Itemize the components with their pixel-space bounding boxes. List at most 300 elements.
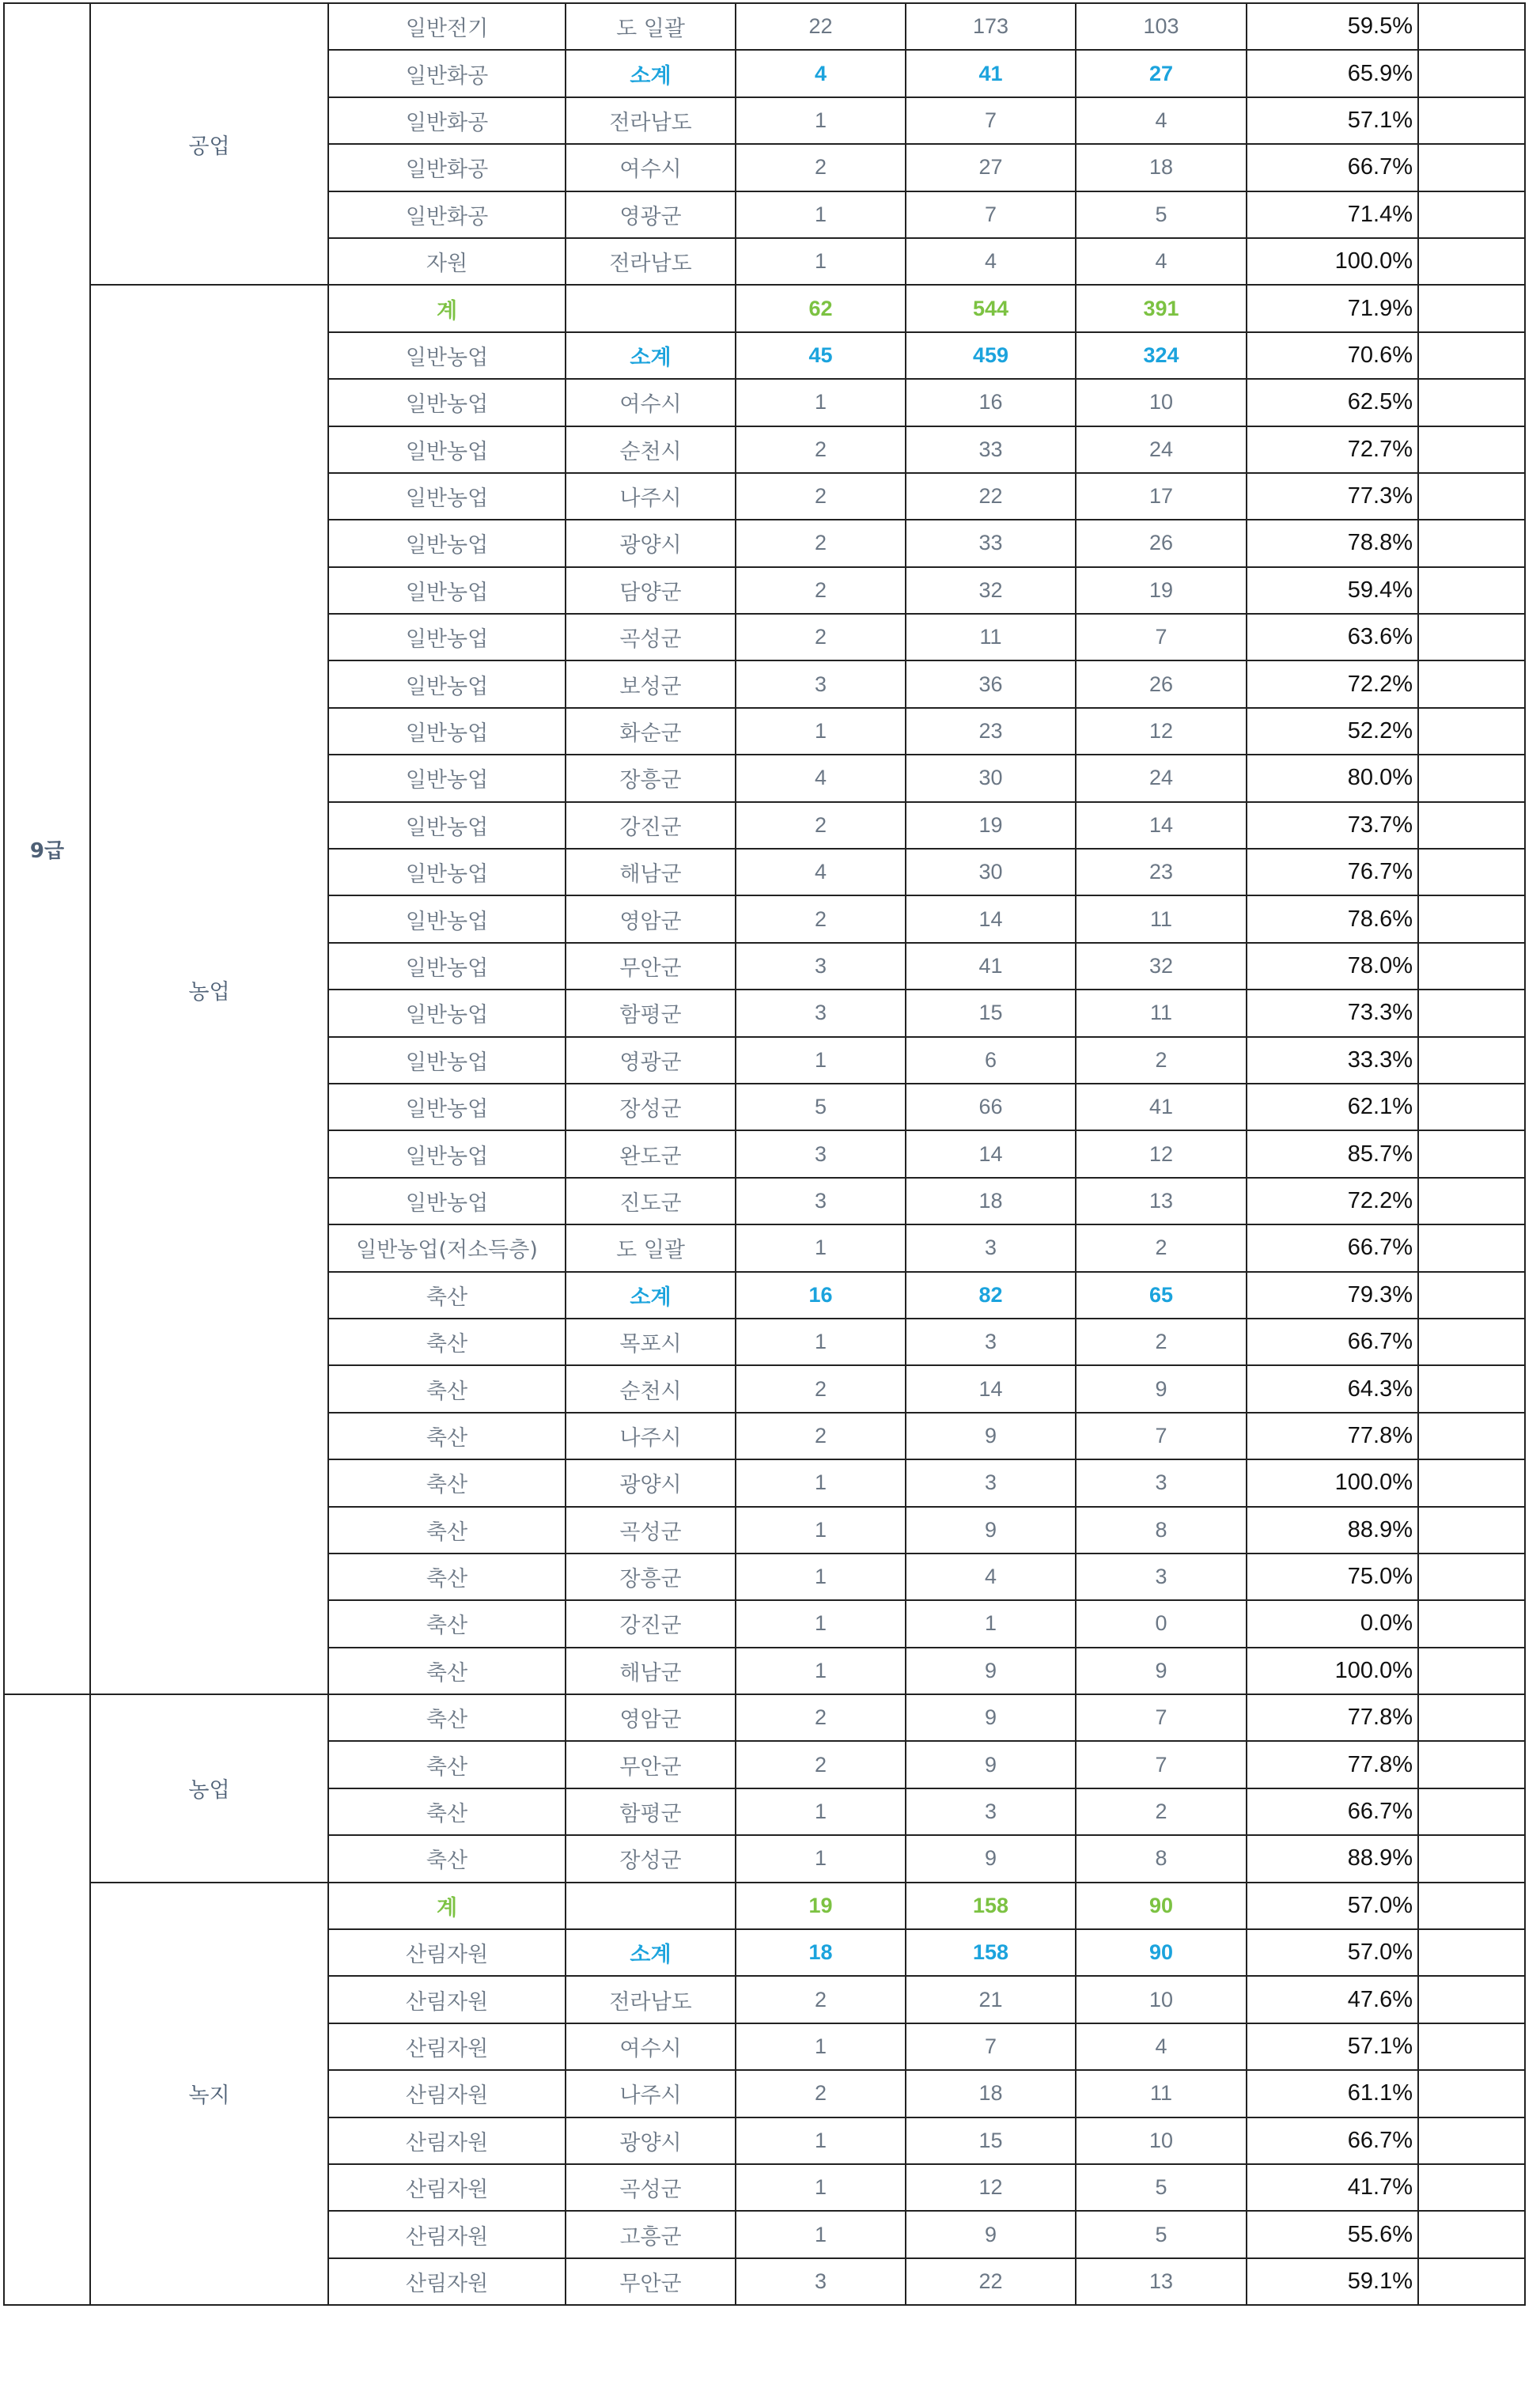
blank-cell [1418, 2023, 1525, 2070]
job-cell: 일반농업 [328, 755, 566, 801]
examinees-cell: 9 [1076, 1648, 1247, 1694]
blank-cell [1418, 660, 1525, 707]
job-cell: 산림자원 [328, 1929, 566, 1976]
job-cell: 일반농업 [328, 1130, 566, 1177]
region-cell: 곡성군 [566, 1507, 736, 1554]
region-cell: 순천시 [566, 1365, 736, 1412]
rate-cell: 77.8% [1247, 1741, 1418, 1788]
rate-cell: 72.2% [1247, 660, 1418, 707]
blank-cell [1418, 1084, 1525, 1130]
job-cell: 일반농업 [328, 473, 566, 520]
group-cell: 공업 [90, 3, 328, 285]
examinees-cell: 17 [1076, 473, 1247, 520]
applicants-cell: 9 [906, 1413, 1076, 1459]
applicants-cell: 3 [906, 1224, 1076, 1271]
rate-cell: 57.0% [1247, 1929, 1418, 1976]
applicants-cell: 7 [906, 2023, 1076, 2070]
blank-cell [1418, 1976, 1525, 2023]
blank-cell [1418, 1929, 1525, 1976]
examinees-cell: 2 [1076, 1788, 1247, 1835]
blank-cell [1418, 1648, 1525, 1694]
applicants-cell: 18 [906, 1178, 1076, 1224]
quota-cell: 3 [736, 1178, 906, 1224]
examinees-cell: 10 [1076, 379, 1247, 426]
job-cell: 일반전기 [328, 3, 566, 50]
applicants-cell: 15 [906, 2117, 1076, 2164]
examinees-cell: 5 [1076, 2211, 1247, 2257]
rate-cell: 59.1% [1247, 2258, 1418, 2305]
job-cell: 일반화공 [328, 191, 566, 238]
job-cell: 축산 [328, 1648, 566, 1694]
region-cell: 여수시 [566, 379, 736, 426]
quota-cell: 2 [736, 1741, 906, 1788]
region-cell: 곡성군 [566, 2164, 736, 2211]
examinees-cell: 5 [1076, 2164, 1247, 2211]
blank-cell [1418, 943, 1525, 990]
rate-cell: 75.0% [1247, 1554, 1418, 1600]
blank-cell [1418, 2258, 1525, 2305]
rate-cell: 77.3% [1247, 473, 1418, 520]
blank-cell [1418, 1178, 1525, 1224]
rate-cell: 52.2% [1247, 708, 1418, 755]
rate-cell: 65.9% [1247, 50, 1418, 97]
quota-cell: 4 [736, 849, 906, 895]
examinees-cell: 9 [1076, 1365, 1247, 1412]
quota-cell: 1 [736, 238, 906, 285]
job-cell: 축산 [328, 1741, 566, 1788]
applicants-cell: 30 [906, 755, 1076, 801]
job-cell: 축산 [328, 1272, 566, 1319]
job-cell: 산림자원 [328, 2070, 566, 2117]
quota-cell: 2 [736, 1694, 906, 1741]
applicants-cell: 11 [906, 614, 1076, 660]
rate-cell: 57.0% [1247, 1883, 1418, 1929]
region-cell: 해남군 [566, 849, 736, 895]
recruitment-table [3, 2, 1526, 2306]
applicants-cell: 1 [906, 1600, 1076, 1647]
blank-cell [1418, 238, 1525, 285]
examinees-cell: 8 [1076, 1835, 1247, 1882]
job-cell: 축산 [328, 1788, 566, 1835]
quota-cell: 2 [736, 2070, 906, 2117]
examinees-cell: 11 [1076, 990, 1247, 1036]
blank-cell [1418, 1507, 1525, 1554]
quota-cell: 1 [736, 2211, 906, 2257]
applicants-cell: 9 [906, 1694, 1076, 1741]
rate-cell: 70.6% [1247, 332, 1418, 379]
grade-cell [4, 1694, 90, 2305]
job-cell: 일반농업 [328, 332, 566, 379]
region-cell: 목포시 [566, 1319, 736, 1365]
examinees-cell: 7 [1076, 614, 1247, 660]
rate-cell: 77.8% [1247, 1413, 1418, 1459]
rate-cell: 66.7% [1247, 1788, 1418, 1835]
applicants-cell: 30 [906, 849, 1076, 895]
job-cell: 축산 [328, 1694, 566, 1741]
quota-cell: 1 [736, 1459, 906, 1506]
grade-cell: 9급 [4, 3, 90, 1694]
rate-cell: 85.7% [1247, 1130, 1418, 1177]
applicants-cell: 15 [906, 990, 1076, 1036]
quota-cell: 1 [736, 1037, 906, 1084]
rate-cell: 88.9% [1247, 1835, 1418, 1882]
applicants-cell: 459 [906, 332, 1076, 379]
rate-cell: 76.7% [1247, 849, 1418, 895]
region-cell: 영광군 [566, 191, 736, 238]
job-cell: 일반농업 [328, 660, 566, 707]
region-cell: 소계 [566, 50, 736, 97]
job-cell: 일반농업 [328, 567, 566, 614]
blank-cell [1418, 1272, 1525, 1319]
job-cell: 산림자원 [328, 2258, 566, 2305]
examinees-cell: 65 [1076, 1272, 1247, 1319]
examinees-cell: 23 [1076, 849, 1247, 895]
job-cell: 산림자원 [328, 2023, 566, 2070]
job-cell: 일반농업 [328, 1178, 566, 1224]
applicants-cell: 22 [906, 2258, 1076, 2305]
blank-cell [1418, 1319, 1525, 1365]
applicants-cell: 36 [906, 660, 1076, 707]
quota-cell: 1 [736, 1835, 906, 1882]
job-cell: 계 [328, 1883, 566, 1929]
rate-cell: 59.4% [1247, 567, 1418, 614]
examinees-cell: 12 [1076, 1130, 1247, 1177]
examinees-cell: 4 [1076, 238, 1247, 285]
blank-cell [1418, 379, 1525, 426]
examinees-cell: 13 [1076, 2258, 1247, 2305]
examinees-cell: 24 [1076, 755, 1247, 801]
applicants-cell: 19 [906, 802, 1076, 849]
blank-cell [1418, 1037, 1525, 1084]
applicants-cell: 12 [906, 2164, 1076, 2211]
job-cell: 일반농업 [328, 849, 566, 895]
examinees-cell: 27 [1076, 50, 1247, 97]
group-cell: 농업 [90, 285, 328, 1694]
rate-cell: 41.7% [1247, 2164, 1418, 2211]
blank-cell [1418, 191, 1525, 238]
region-cell: 광양시 [566, 520, 736, 566]
blank-cell [1418, 708, 1525, 755]
region-cell: 전라남도 [566, 238, 736, 285]
region-cell: 전라남도 [566, 97, 736, 144]
quota-cell: 3 [736, 1130, 906, 1177]
rate-cell: 100.0% [1247, 1648, 1418, 1694]
examinees-cell: 0 [1076, 1600, 1247, 1647]
region-cell: 장성군 [566, 1835, 736, 1882]
blank-cell [1418, 1788, 1525, 1835]
region-cell: 나주시 [566, 1413, 736, 1459]
rate-cell: 0.0% [1247, 1600, 1418, 1647]
quota-cell: 2 [736, 1365, 906, 1412]
region-cell: 소계 [566, 1272, 736, 1319]
rate-cell: 57.1% [1247, 97, 1418, 144]
applicants-cell: 7 [906, 191, 1076, 238]
examinees-cell: 19 [1076, 567, 1247, 614]
quota-cell: 1 [736, 2023, 906, 2070]
region-cell: 무안군 [566, 943, 736, 990]
rate-cell: 71.4% [1247, 191, 1418, 238]
rate-cell: 62.1% [1247, 1084, 1418, 1130]
job-cell: 축산 [328, 1554, 566, 1600]
applicants-cell: 173 [906, 3, 1076, 50]
quota-cell: 1 [736, 379, 906, 426]
job-cell: 일반농업 [328, 1037, 566, 1084]
applicants-cell: 22 [906, 473, 1076, 520]
blank-cell [1418, 1600, 1525, 1647]
examinees-cell: 4 [1076, 2023, 1247, 2070]
blank-cell [1418, 97, 1525, 144]
examinees-cell: 324 [1076, 332, 1247, 379]
quota-cell: 2 [736, 802, 906, 849]
quota-cell: 2 [736, 1413, 906, 1459]
job-cell: 일반농업 [328, 708, 566, 755]
applicants-cell: 23 [906, 708, 1076, 755]
region-cell: 담양군 [566, 567, 736, 614]
quota-cell: 1 [736, 191, 906, 238]
region-cell: 화순군 [566, 708, 736, 755]
quota-cell: 2 [736, 473, 906, 520]
group-cell: 농업 [90, 1694, 328, 1883]
rate-cell: 73.3% [1247, 990, 1418, 1036]
applicants-cell: 544 [906, 285, 1076, 331]
examinees-cell: 10 [1076, 2117, 1247, 2164]
job-cell: 축산 [328, 1459, 566, 1506]
job-cell: 일반농업 [328, 614, 566, 660]
rate-cell: 66.7% [1247, 1224, 1418, 1271]
table-row [4, 1694, 1525, 1741]
region-cell: 장성군 [566, 1084, 736, 1130]
applicants-cell: 27 [906, 144, 1076, 191]
blank-cell [1418, 614, 1525, 660]
applicants-cell: 9 [906, 1507, 1076, 1554]
blank-cell [1418, 755, 1525, 801]
rate-cell: 79.3% [1247, 1272, 1418, 1319]
quota-cell: 1 [736, 1507, 906, 1554]
job-cell: 일반농업 [328, 520, 566, 566]
region-cell: 진도군 [566, 1178, 736, 1224]
blank-cell [1418, 1130, 1525, 1177]
applicants-cell: 41 [906, 50, 1076, 97]
quota-cell: 2 [736, 614, 906, 660]
quota-cell: 1 [736, 708, 906, 755]
blank-cell [1418, 285, 1525, 331]
blank-cell [1418, 3, 1525, 50]
job-cell: 일반화공 [328, 97, 566, 144]
quota-cell: 3 [736, 943, 906, 990]
examinees-cell: 2 [1076, 1224, 1247, 1271]
rate-cell: 71.9% [1247, 285, 1418, 331]
examinees-cell: 32 [1076, 943, 1247, 990]
applicants-cell: 4 [906, 238, 1076, 285]
region-cell: 영광군 [566, 1037, 736, 1084]
table-row [4, 3, 1525, 50]
examinees-cell: 8 [1076, 1507, 1247, 1554]
region-cell: 여수시 [566, 2023, 736, 2070]
blank-cell [1418, 1554, 1525, 1600]
blank-cell [1418, 849, 1525, 895]
region-cell: 전라남도 [566, 1976, 736, 2023]
region-cell: 고흥군 [566, 2211, 736, 2257]
blank-cell [1418, 567, 1525, 614]
applicants-cell: 18 [906, 2070, 1076, 2117]
job-cell: 일반화공 [328, 50, 566, 97]
rate-cell: 33.3% [1247, 1037, 1418, 1084]
quota-cell: 1 [736, 1319, 906, 1365]
examinees-cell: 26 [1076, 660, 1247, 707]
rate-cell: 59.5% [1247, 3, 1418, 50]
job-cell: 축산 [328, 1835, 566, 1882]
examinees-cell: 90 [1076, 1883, 1247, 1929]
rate-cell: 72.7% [1247, 426, 1418, 473]
quota-cell: 1 [736, 1600, 906, 1647]
quota-cell: 2 [736, 895, 906, 942]
quota-cell: 1 [736, 1554, 906, 1600]
region-cell: 소계 [566, 332, 736, 379]
blank-cell [1418, 1741, 1525, 1788]
examinees-cell: 26 [1076, 520, 1247, 566]
region-cell: 도 일괄 [566, 3, 736, 50]
blank-cell [1418, 426, 1525, 473]
quota-cell: 62 [736, 285, 906, 331]
blank-cell [1418, 1883, 1525, 1929]
examinees-cell: 103 [1076, 3, 1247, 50]
job-cell: 축산 [328, 1365, 566, 1412]
examinees-cell: 12 [1076, 708, 1247, 755]
applicants-cell: 4 [906, 1554, 1076, 1600]
rate-cell: 100.0% [1247, 1459, 1418, 1506]
applicants-cell: 33 [906, 426, 1076, 473]
job-cell: 산림자원 [328, 2117, 566, 2164]
group-cell: 녹지 [90, 1883, 328, 2306]
quota-cell: 4 [736, 50, 906, 97]
applicants-cell: 7 [906, 97, 1076, 144]
quota-cell: 2 [736, 426, 906, 473]
rate-cell: 66.7% [1247, 2117, 1418, 2164]
job-cell: 일반농업 [328, 990, 566, 1036]
job-cell: 일반농업 [328, 379, 566, 426]
rate-cell: 88.9% [1247, 1507, 1418, 1554]
examinees-cell: 2 [1076, 1037, 1247, 1084]
blank-cell [1418, 473, 1525, 520]
region-cell: 무안군 [566, 2258, 736, 2305]
region-cell: 무안군 [566, 1741, 736, 1788]
quota-cell: 16 [736, 1272, 906, 1319]
quota-cell: 1 [736, 2164, 906, 2211]
examinees-cell: 18 [1076, 144, 1247, 191]
rate-cell: 100.0% [1247, 238, 1418, 285]
job-cell: 계 [328, 285, 566, 331]
quota-cell: 2 [736, 144, 906, 191]
region-cell: 장흥군 [566, 1554, 736, 1600]
region-cell: 광양시 [566, 1459, 736, 1506]
job-cell: 일반화공 [328, 144, 566, 191]
quota-cell: 1 [736, 1648, 906, 1694]
region-cell: 영암군 [566, 1694, 736, 1741]
quota-cell: 4 [736, 755, 906, 801]
applicants-cell: 3 [906, 1459, 1076, 1506]
quota-cell: 2 [736, 520, 906, 566]
region-cell: 완도군 [566, 1130, 736, 1177]
rate-cell: 78.6% [1247, 895, 1418, 942]
region-cell: 함평군 [566, 990, 736, 1036]
region-cell: 영암군 [566, 895, 736, 942]
applicants-cell: 41 [906, 943, 1076, 990]
examinees-cell: 90 [1076, 1929, 1247, 1976]
examinees-cell: 10 [1076, 1976, 1247, 2023]
job-cell: 축산 [328, 1319, 566, 1365]
region-cell: 강진군 [566, 1600, 736, 1647]
examinees-cell: 7 [1076, 1694, 1247, 1741]
examinees-cell: 4 [1076, 97, 1247, 144]
blank-cell [1418, 332, 1525, 379]
applicants-cell: 32 [906, 567, 1076, 614]
job-cell: 일반농업 [328, 802, 566, 849]
job-cell: 산림자원 [328, 2164, 566, 2211]
quota-cell: 1 [736, 97, 906, 144]
quota-cell: 18 [736, 1929, 906, 1976]
examinees-cell: 7 [1076, 1413, 1247, 1459]
rate-cell: 55.6% [1247, 2211, 1418, 2257]
applicants-cell: 66 [906, 1084, 1076, 1130]
examinees-cell: 14 [1076, 802, 1247, 849]
blank-cell [1418, 1459, 1525, 1506]
examinees-cell: 2 [1076, 1319, 1247, 1365]
blank-cell [1418, 990, 1525, 1036]
rate-cell: 66.7% [1247, 144, 1418, 191]
examinees-cell: 3 [1076, 1459, 1247, 1506]
blank-cell [1418, 1365, 1525, 1412]
examinees-cell: 7 [1076, 1741, 1247, 1788]
quota-cell: 2 [736, 567, 906, 614]
examinees-cell: 391 [1076, 285, 1247, 331]
examinees-cell: 13 [1076, 1178, 1247, 1224]
rate-cell: 47.6% [1247, 1976, 1418, 2023]
rate-cell: 78.0% [1247, 943, 1418, 990]
applicants-cell: 3 [906, 1788, 1076, 1835]
job-cell: 축산 [328, 1600, 566, 1647]
examinees-cell: 11 [1076, 895, 1247, 942]
region-cell: 보성군 [566, 660, 736, 707]
blank-cell [1418, 2070, 1525, 2117]
examinees-cell: 24 [1076, 426, 1247, 473]
examinees-cell: 11 [1076, 2070, 1247, 2117]
blank-cell [1418, 1413, 1525, 1459]
region-cell: 광양시 [566, 2117, 736, 2164]
blank-cell [1418, 895, 1525, 942]
job-cell: 축산 [328, 1413, 566, 1459]
region-cell: 여수시 [566, 144, 736, 191]
rate-cell: 64.3% [1247, 1365, 1418, 1412]
quota-cell: 19 [736, 1883, 906, 1929]
quota-cell: 2 [736, 1976, 906, 2023]
applicants-cell: 9 [906, 1648, 1076, 1694]
region-cell: 소계 [566, 1929, 736, 1976]
blank-cell [1418, 1694, 1525, 1741]
applicants-cell: 33 [906, 520, 1076, 566]
job-cell: 일반농업 [328, 895, 566, 942]
applicants-cell: 158 [906, 1929, 1076, 1976]
job-cell: 산림자원 [328, 2211, 566, 2257]
applicants-cell: 9 [906, 1835, 1076, 1882]
region-cell: 해남군 [566, 1648, 736, 1694]
job-cell: 일반농업 [328, 943, 566, 990]
region-cell: 순천시 [566, 426, 736, 473]
region-cell [566, 285, 736, 331]
quota-cell: 45 [736, 332, 906, 379]
region-cell: 장흥군 [566, 755, 736, 801]
rate-cell: 57.1% [1247, 2023, 1418, 2070]
blank-cell [1418, 802, 1525, 849]
